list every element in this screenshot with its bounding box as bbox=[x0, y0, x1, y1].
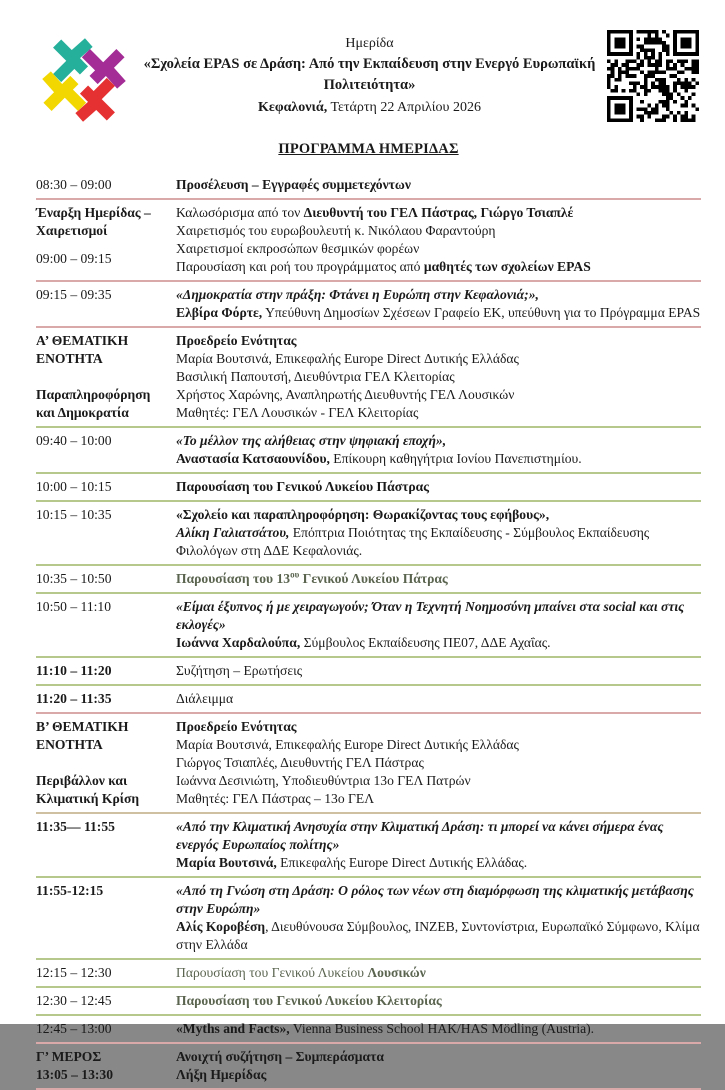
text-segment: Ανοιχτή συζήτηση – Συμπεράσματα bbox=[176, 1049, 384, 1064]
event-date: Τετάρτη 22 Απριλίου 2026 bbox=[327, 100, 481, 115]
time-cell bbox=[36, 506, 176, 560]
text-segment: Αλίκη Γαλιατσάτου, bbox=[176, 525, 290, 540]
epas-people-logo-icon bbox=[36, 30, 132, 133]
time-cell bbox=[36, 598, 176, 652]
session-cell bbox=[176, 718, 701, 808]
session-cell bbox=[176, 332, 701, 422]
session-cell bbox=[176, 992, 701, 1010]
schedule-row bbox=[36, 658, 701, 686]
text-segment: Λουσικών bbox=[367, 965, 426, 980]
time-label: Έναρξη Ημερίδας – Χαιρετισμοί bbox=[36, 205, 151, 238]
schedule-row bbox=[36, 172, 701, 200]
session-text-line bbox=[176, 992, 701, 1010]
session-cell bbox=[176, 176, 701, 194]
session-cell bbox=[176, 1048, 701, 1084]
event-location-date bbox=[138, 97, 601, 118]
time-cell bbox=[36, 332, 176, 422]
session-text-line bbox=[176, 450, 701, 468]
time-label: Περιβάλλον και Κλιματική Κρίση bbox=[36, 773, 140, 806]
schedule-row bbox=[36, 814, 701, 878]
session-text-line bbox=[176, 404, 701, 422]
people-pinwheel-icon bbox=[36, 32, 132, 128]
time-label: 10:00 – 10:15 bbox=[36, 479, 112, 494]
text-segment: Επίκουρη καθηγήτρια Ιονίου Πανεπιστημίου. bbox=[329, 451, 582, 466]
text-segment: Προσέλευση – Εγγραφές συμμετεχόντων bbox=[176, 177, 411, 192]
time-label: 11:10 – 11:20 bbox=[36, 663, 112, 678]
time-label: 10:50 – 11:10 bbox=[36, 599, 112, 614]
event-type-label: Ημερίδα bbox=[345, 36, 394, 51]
session-text-line bbox=[176, 368, 701, 386]
session-text-line bbox=[176, 598, 701, 634]
time-cell bbox=[36, 1048, 176, 1084]
session-text-line bbox=[176, 304, 701, 322]
schedule-row bbox=[36, 686, 701, 714]
text-segment: Συζήτηση – Ερωτήσεις bbox=[176, 663, 303, 678]
schedule-row bbox=[36, 428, 701, 474]
session-cell bbox=[176, 690, 701, 708]
session-text-line bbox=[176, 240, 701, 258]
session-cell bbox=[176, 478, 701, 496]
session-text-line bbox=[176, 432, 701, 450]
text-segment: Μαθητές: ΓΕΛ Πάστρας – 13ο ΓΕΛ bbox=[176, 791, 375, 806]
time-cell bbox=[36, 478, 176, 496]
schedule-row bbox=[36, 328, 701, 428]
session-text-line bbox=[176, 1066, 701, 1084]
session-text-line bbox=[176, 882, 701, 918]
text-segment: «Δημοκρατία στην πράξη: Φτάνει η Ευρώπη στην Κεφαλονιά;», bbox=[176, 287, 539, 302]
text-segment: Μαρία Βουτσινά, Επικεφαλής Europe Direct Δυτικής Ελλάδας bbox=[176, 737, 519, 752]
text-segment: Επόπτρια Ποιότητας της Εκπαίδευσης - Σύμβουλος Εκπαίδευσης Φιλολόγων στη ΔΔΕ Κεφαλονιάς. bbox=[176, 525, 650, 558]
schedule-row bbox=[36, 960, 701, 988]
time-label: 12:15 – 12:30 bbox=[36, 965, 112, 980]
text-segment: Μαθητές: ΓΕΛ Λουσικών - ΓΕΛ Κλειτορίας bbox=[176, 405, 419, 420]
session-cell bbox=[176, 432, 701, 468]
text-segment: Ιωάννα Δεσινιώτη, Υποδιευθύντρια 13ο ΓΕΛ Πατρών bbox=[176, 773, 471, 788]
schedule-row bbox=[36, 474, 701, 502]
text-segment: Διάλειμμα bbox=[176, 691, 234, 706]
event-location: Κεφαλονιά, bbox=[258, 100, 328, 115]
text-segment: Χαιρετισμοί εκπροσώπων θεσμικών φορέων bbox=[176, 241, 420, 256]
session-text-line bbox=[176, 718, 701, 736]
text-segment: «Από την Κλιματική Ανησυχία στην Κλιματική Δράση: τι μπορεί να κάνει σήμερα ένας ενεργός Ευρωπαίος πολίτης» bbox=[176, 819, 664, 852]
text-segment: , Διευθύνουσα Σύμβουλος, INZEB, Συντονίστρια, Ευρωπαϊκό Σύμφωνο, Κλίμα στην Ελλάδα bbox=[176, 919, 700, 952]
session-cell bbox=[176, 818, 701, 872]
session-text-line bbox=[176, 570, 701, 588]
program-title: ΠΡΟΓΡΑΜΜΑ ΗΜΕΡΙΔΑΣ bbox=[278, 141, 459, 157]
text-segment: Βασιλική Παπουτσή, Διευθύντρια ΓΕΛ Κλειτορίας bbox=[176, 369, 455, 384]
session-text-line bbox=[176, 754, 701, 772]
text-segment: Προεδρείο Ενότητας bbox=[176, 719, 297, 734]
schedule-row bbox=[36, 282, 701, 328]
session-text-line bbox=[176, 854, 701, 872]
text-segment: μαθητές των σχολείων EPAS bbox=[423, 259, 591, 274]
schedule-row bbox=[36, 1044, 701, 1090]
text-segment: Ιωάννα Χαρδαλούπα, bbox=[176, 635, 301, 650]
session-text-line bbox=[176, 478, 701, 496]
session-text-line bbox=[176, 176, 701, 194]
time-cell bbox=[36, 818, 176, 872]
text-segment: Χαιρετισμός του ευρωβουλευτή κ. Νικόλαου Φαραντούρη bbox=[176, 223, 496, 238]
time-label: 10:15 – 10:35 bbox=[36, 507, 112, 522]
text-segment: Διευθυντή του ΓΕΛ Πάστρας, Γιώργο Τσιαπλέ bbox=[303, 205, 574, 220]
session-text-line bbox=[176, 964, 701, 982]
session-cell bbox=[176, 662, 701, 680]
session-text-line bbox=[176, 222, 701, 240]
text-segment: Καλωσόρισμα από τον bbox=[176, 205, 304, 220]
text-segment: Υπεύθυνη Δημοσίων Σχέσεων Γραφείο ΕΚ, υπεύθυνη για το Πρόγραμμα EPAS bbox=[262, 305, 701, 320]
text-segment: Παρουσίαση και ροή του προγράμματος από bbox=[176, 259, 424, 274]
text-segment: Γενικού Λυκείου Πάτρας bbox=[299, 571, 448, 586]
session-cell bbox=[176, 882, 701, 954]
session-cell bbox=[176, 506, 701, 560]
session-text-line bbox=[176, 918, 701, 954]
time-cell bbox=[36, 286, 176, 322]
schedule-row bbox=[36, 594, 701, 658]
session-text-line bbox=[176, 736, 701, 754]
header-text-block bbox=[132, 30, 607, 118]
text-segment: «Myths and Facts», bbox=[176, 1021, 290, 1036]
time-label: Γ’ ΜΕΡΟΣ bbox=[36, 1049, 102, 1064]
qr-code-icon bbox=[607, 30, 699, 122]
time-cell bbox=[36, 718, 176, 808]
schedule-table bbox=[36, 172, 701, 1090]
text-segment: Λήξη Ημερίδας bbox=[176, 1067, 267, 1082]
text-segment: Επικεφαλής Europe Direct Δυτικής Ελλάδας. bbox=[276, 855, 528, 870]
text-segment: Αλίς Κοροβέση bbox=[176, 919, 266, 934]
time-label: 12:30 – 12:45 bbox=[36, 993, 112, 1008]
text-segment: «Σχολείο και παραπληροφόρηση: Θωρακίζοντας τους εφήβους», bbox=[176, 507, 550, 522]
text-segment: «Είμαι έξυπνος ή με χειραγωγούν; Όταν η Τεχνητή Νοημοσύνη μπαίνει στα social και στις εκλογές» bbox=[176, 599, 685, 632]
time-label: 12:45 – 13:00 bbox=[36, 1021, 112, 1036]
text-segment: Παρουσίαση του Γενικού Λυκείου bbox=[176, 965, 368, 980]
session-text-line bbox=[176, 662, 701, 680]
text-segment: Αναστασία Κατσαουνίδου, bbox=[176, 451, 330, 466]
time-label: 13:05 – 13:30 bbox=[36, 1067, 114, 1082]
time-cell bbox=[36, 1020, 176, 1038]
text-segment: Μαρία Βουτσινά, Επικεφαλής Europe Direct Δυτικής Ελλάδας bbox=[176, 351, 519, 366]
schedule-row bbox=[36, 200, 701, 282]
session-text-line bbox=[176, 386, 701, 404]
text-segment: «Από τη Γνώση στη Δράση: Ο ρόλος των νέων στη διαμόρφωση της κλιματικής μετάβασης στην Ευρώπη» bbox=[176, 883, 694, 916]
session-cell bbox=[176, 598, 701, 652]
schedule-row bbox=[36, 502, 701, 566]
time-label: 08:30 – 09:00 bbox=[36, 177, 112, 192]
text-segment: Χρήστος Χαρώνης, Αναπληρωτής Διευθυντής ΓΕΛ Λουσικών bbox=[176, 387, 515, 402]
session-text-line bbox=[176, 204, 701, 222]
session-text-line bbox=[176, 1020, 701, 1038]
session-cell bbox=[176, 204, 701, 276]
session-text-line bbox=[176, 634, 701, 652]
session-text-line bbox=[176, 790, 701, 808]
time-label: Παραπληροφόρηση και Δημοκρατία bbox=[36, 387, 151, 420]
session-text-line bbox=[176, 286, 701, 304]
text-segment: Ελβίρα Φόρτε, bbox=[176, 305, 263, 320]
time-cell bbox=[36, 992, 176, 1010]
time-label: 09:15 – 09:35 bbox=[36, 287, 112, 302]
event-title: «Σχολεία EPAS σε Δράση: Από την Εκπαίδευση στην Ενεργό Ευρωπαϊκή Πολιτειότητα» bbox=[143, 56, 596, 93]
text-segment: Παρουσίαση του Γενικού Λυκείου Κλειτορίας bbox=[176, 993, 442, 1008]
session-text-line bbox=[176, 818, 701, 854]
qr-code bbox=[607, 30, 701, 127]
session-text-line bbox=[176, 1048, 701, 1066]
time-label: Β’ ΘΕΜΑΤΙΚΗ ΕΝΟΤΗΤΑ bbox=[36, 719, 129, 752]
time-label: 09:40 – 10:00 bbox=[36, 433, 112, 448]
session-text-line bbox=[176, 772, 701, 790]
text-segment: Παρουσίαση του Γενικού Λυκείου Πάστρας bbox=[176, 479, 429, 494]
time-cell bbox=[36, 204, 176, 276]
session-text-line bbox=[176, 258, 701, 276]
schedule-row bbox=[36, 566, 701, 594]
time-label: 11:35— 11:55 bbox=[36, 819, 115, 834]
session-text-line bbox=[176, 524, 701, 560]
time-label: 11:55-12:15 bbox=[36, 883, 104, 898]
session-text-line bbox=[176, 332, 701, 350]
session-cell bbox=[176, 1020, 701, 1038]
text-segment: Σύμβουλος Εκπαίδευσης ΠΕ07, ΔΔΕ Αχαΐας. bbox=[300, 635, 551, 650]
text-segment: Γιώργος Τσιαπλές, Διευθυντής ΓΕΛ Πάστρας bbox=[176, 755, 424, 770]
text-segment: Προεδρείο Ενότητας bbox=[176, 333, 297, 348]
time-label: Α’ ΘΕΜΑΤΙΚΗ ΕΝΟΤΗΤΑ bbox=[36, 333, 129, 366]
time-cell bbox=[36, 176, 176, 194]
text-segment: Vienna Business School HAK/HAS Mödling (Austria). bbox=[289, 1021, 595, 1036]
session-cell bbox=[176, 964, 701, 982]
text-segment: «Το μέλλον της αλήθειας στην ψηφιακή εποχή», bbox=[176, 433, 447, 448]
time-cell bbox=[36, 432, 176, 468]
session-cell bbox=[176, 570, 701, 588]
time-cell bbox=[36, 964, 176, 982]
schedule-row bbox=[36, 988, 701, 1016]
document-header bbox=[36, 30, 701, 133]
text-segment: Παρουσίαση του 13 bbox=[176, 571, 291, 586]
schedule-row bbox=[36, 1016, 701, 1044]
time-cell bbox=[36, 570, 176, 588]
session-text-line bbox=[176, 350, 701, 368]
time-cell bbox=[36, 690, 176, 708]
schedule-row bbox=[36, 714, 701, 814]
text-segment: ου bbox=[290, 569, 300, 580]
session-cell bbox=[176, 286, 701, 322]
time-label: 11:20 – 11:35 bbox=[36, 691, 112, 706]
session-text-line bbox=[176, 506, 701, 524]
time-label: 09:00 – 09:15 bbox=[36, 251, 112, 266]
session-text-line bbox=[176, 690, 701, 708]
schedule-row bbox=[36, 878, 701, 960]
time-cell bbox=[36, 662, 176, 680]
time-cell bbox=[36, 882, 176, 954]
time-label: 10:35 – 10:50 bbox=[36, 571, 112, 586]
text-segment: Μαρία Βουτσινά, bbox=[176, 855, 277, 870]
